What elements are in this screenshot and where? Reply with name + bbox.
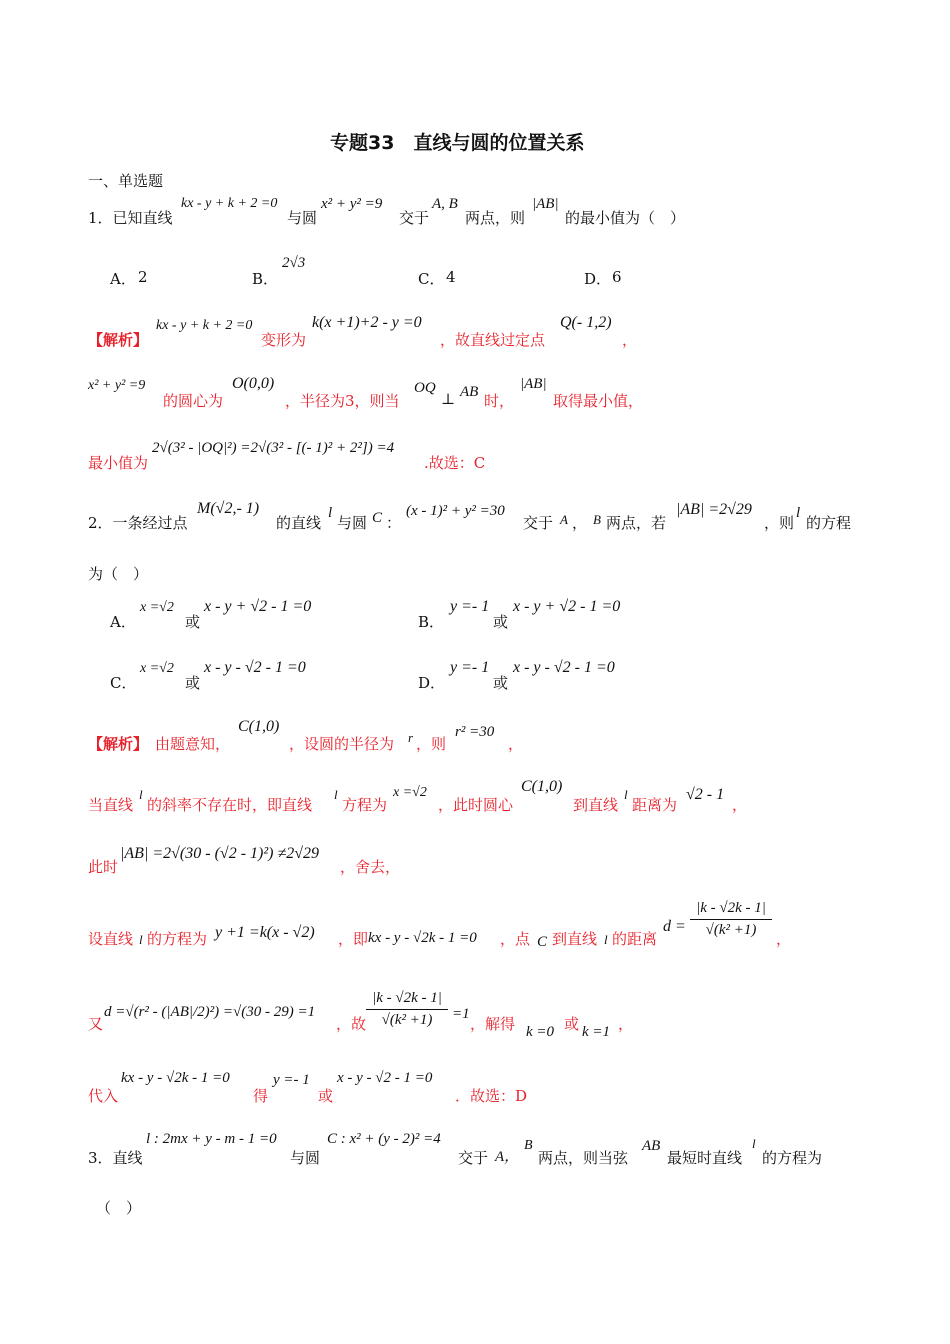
q3-text: 最短时直线 <box>667 1149 743 1167</box>
q1-option-c-label: C． <box>418 270 445 288</box>
q1-sol-min-eq: 2√(3² - |OQ|²) =2√(3² - [(- 1)² + 2²]) =4 <box>152 440 395 456</box>
q2-sol-ab-eq: |AB| =2√(30 - (√2 - 1)²) ≠2√29 <box>120 845 320 862</box>
q3-circle-equation: C : x² + (y - 2)² =4 <box>327 1131 441 1147</box>
q2-sol-d: d = <box>663 918 686 935</box>
q2-sol-text: ， <box>618 1015 634 1033</box>
q2-sol-l: l <box>139 932 143 947</box>
q2-sol-text: 的方程为 <box>147 930 208 948</box>
q2-sol-text: ．故选：D <box>455 1087 528 1105</box>
q2-sol-eq: x =√2 <box>393 785 427 800</box>
q1-sol-text: 的圆心为 <box>163 392 224 410</box>
q1-option-d-label: D． <box>584 270 612 288</box>
q2-sol-text: 由题意知， <box>155 735 231 753</box>
q2-sol-k0: k =0 <box>526 1024 555 1040</box>
q1-sol-eq: kx - y + k + 2 =0 <box>156 318 253 333</box>
q1-sol-ab: AB <box>460 384 479 400</box>
q1-sol-origin: O(0,0) <box>232 375 275 392</box>
q1-circle-equation: x² + y² =9 <box>321 196 383 212</box>
q1-option-a-value: 2 <box>138 268 148 286</box>
solution-tag: 【解析】 <box>88 331 149 349</box>
q1-sol-eq: k(x +1)+2 - y =0 <box>312 314 422 331</box>
q2-sol-text: 到直线 <box>552 930 598 948</box>
q1-option-b-label: B． <box>252 270 279 288</box>
q1-ab: |AB| <box>532 196 559 212</box>
q2-sol-l: l <box>624 787 628 802</box>
q2-option-c-v1: x =√2 <box>140 661 174 676</box>
q3-a: A， <box>495 1149 520 1165</box>
q2-text: 为（ ） <box>88 565 149 583</box>
q2-sol-r: r <box>408 730 414 745</box>
q1-sol-text: 时， <box>484 392 515 410</box>
q2-l: l <box>328 505 333 521</box>
q2-option-d-or: 或 <box>493 674 509 692</box>
q2-option-c-label: C． <box>110 674 137 692</box>
section-heading: 一、单选题 <box>88 172 164 190</box>
q2-option-d-label: D． <box>418 674 446 692</box>
q2-sol-fraction <box>690 900 772 939</box>
fraction-denominator: √(k² +1) <box>381 1012 433 1028</box>
q3-l: l <box>752 1136 756 1151</box>
q2-sol-text: 又 <box>88 1015 104 1033</box>
q2-sol-text: ，舍去， <box>340 858 401 876</box>
q2-sol-text: 到直线 <box>573 796 619 814</box>
q2-option-c-v2: x - y - √2 - 1 =0 <box>204 659 306 676</box>
q1-sol-point: Q(- 1,2) <box>560 314 612 331</box>
q2-point: M(√2,- 1) <box>197 500 260 517</box>
q2-a: A <box>560 512 568 527</box>
q2-sol-text: 得 <box>253 1087 269 1105</box>
q2-option-b-v2: x - y + √2 - 1 =0 <box>513 598 621 615</box>
q2-sol-text: ，即 <box>338 930 369 948</box>
q3-number: 3．直线 <box>88 1149 143 1167</box>
q2-text: 与圆 <box>337 514 368 532</box>
q1-option-b-value: 2√3 <box>282 255 306 271</box>
q2-sol-text: ， <box>732 796 748 814</box>
page-title: 专题33 直线与圆的位置关系 <box>330 132 585 154</box>
q3-b: B <box>524 1138 533 1153</box>
q2-sol-text: ，解得 <box>470 1015 516 1033</box>
q1-option-c-value: 4 <box>446 268 456 286</box>
q1-option-d-value: 6 <box>612 268 622 286</box>
q2-sol-line-eq2: kx - y - √2k - 1 =0 <box>368 930 477 946</box>
q2-sol-text: 代入 <box>88 1087 119 1105</box>
q1-points: A, B <box>432 196 458 212</box>
q3-text: 与圆 <box>290 1149 321 1167</box>
q2-text: 的方程 <box>806 514 852 532</box>
q2-sol-text: ，则 <box>416 735 447 753</box>
q2-option-a-v2: x - y + √2 - 1 =0 <box>204 598 312 615</box>
q2-sol-line-eq2: x - y - √2 - 1 =0 <box>337 1070 433 1086</box>
q2-sol-l: l <box>139 787 143 802</box>
q2-text: ，则 <box>764 514 795 532</box>
q2-sol-y: y =- 1 <box>273 1072 310 1088</box>
q1-text: 两点，则 <box>465 209 526 227</box>
q1-option-a-label: A． <box>110 270 136 288</box>
q2-option-a-label: A． <box>110 613 136 631</box>
q1-sol-text: 变形为 <box>261 331 307 349</box>
q2-sol-or: 或 <box>564 1015 580 1033</box>
q1-sol-abs: |AB| <box>520 376 547 392</box>
q2-circle-equation: (x - 1)² + y² =30 <box>406 503 505 519</box>
q3-text: 两点，则当弦 <box>538 1149 629 1167</box>
q1-sol-oq: OQ <box>414 380 436 396</box>
q2-number: 2．一条经过点 <box>88 514 188 532</box>
q1-text: 交于 <box>399 209 430 227</box>
q1-sol-text: ，半径为3，则当 <box>285 392 400 410</box>
q2-option-a-or: 或 <box>185 613 201 631</box>
q2-text: ， <box>572 514 588 532</box>
q2-option-c-or: 或 <box>185 674 201 692</box>
q1-sol-text: 取得最小值， <box>553 392 644 410</box>
q1-sol-text: .故选：C <box>424 454 486 472</box>
q2-sol-text: 的斜率不存在时，即直线 <box>147 796 313 814</box>
q2-ab-equation: |AB| =2√29 <box>676 501 752 518</box>
q1-sol-eq: x² + y² =9 <box>88 378 146 393</box>
q2-sol-text: ， <box>776 930 792 948</box>
q2-sol-text: 设直线 <box>88 930 134 948</box>
q1-text: 的最小值为（ ） <box>565 209 686 227</box>
solution-tag: 【解析】 <box>88 735 149 753</box>
q2-sol-k1: k =1 <box>582 1024 611 1040</box>
q2-sol-line-eq: kx - y - √2k - 1 =0 <box>121 1070 230 1086</box>
fraction-denominator: √(k² +1) <box>705 922 757 938</box>
q2-sol-text: ，故 <box>336 1015 367 1033</box>
q2-sol-text: ，点 <box>500 930 531 948</box>
q2-option-b-label: B． <box>418 613 445 631</box>
q2-text: 交于 <box>523 514 554 532</box>
q1-line-equation: kx - y + k + 2 =0 <box>181 196 278 211</box>
fraction-numerator: |k - √2k - 1| <box>690 900 772 920</box>
q2-sol-l: l <box>604 932 608 947</box>
q3-line-equation: l : 2mx + y - m - 1 =0 <box>146 1131 277 1147</box>
q2-sol-or: 或 <box>318 1087 334 1105</box>
q1-sol-text: ， <box>622 331 638 349</box>
q1-number: 1．已知直线 <box>88 209 173 227</box>
q2-sol-dist: √2 - 1 <box>686 786 725 803</box>
q2-sol-text: 距离为 <box>632 796 678 814</box>
q2-option-b-or: 或 <box>493 613 509 631</box>
q2-sol-text: 当直线 <box>88 796 134 814</box>
q2-option-a-v1: x =√2 <box>140 600 174 615</box>
q2-sol-text: ， <box>508 735 524 753</box>
q2-sol-c: C <box>537 934 548 950</box>
q2-sol-text: ，设圆的半径为 <box>289 735 395 753</box>
q2-sol-fraction <box>366 990 448 1029</box>
q1-sol-text: 最小值为 <box>88 454 149 472</box>
q1-text: 与圆 <box>287 209 318 227</box>
q2-sol-l: l <box>334 787 338 802</box>
q2-sol-center: C(1,0) <box>521 778 563 795</box>
q3-text: 的方程为 <box>762 1149 823 1167</box>
q2-l: l <box>796 505 801 521</box>
q2-text: 两点，若 <box>606 514 667 532</box>
q2-option-b-v1: y =- 1 <box>450 598 490 615</box>
q2-text: 的直线 <box>276 514 322 532</box>
fraction-numerator: |k - √2k - 1| <box>366 990 448 1010</box>
perp-symbol: ⊥ <box>441 390 456 408</box>
q2-sol-text: 方程为 <box>342 796 388 814</box>
q2-sol-center: C(1,0) <box>238 718 280 735</box>
q2-option-d-v2: x - y - √2 - 1 =0 <box>513 659 615 676</box>
q1-sol-text: ，故直线过定点 <box>440 331 546 349</box>
q3-text: （ ） <box>96 1199 142 1217</box>
q2-b: B <box>593 512 601 527</box>
q2-option-d-v1: y =- 1 <box>450 659 490 676</box>
q2-sol-text: ，此时圆心 <box>438 796 514 814</box>
q2-sol-text: 此时 <box>88 858 119 876</box>
q2-text: ： <box>386 514 402 532</box>
q2-sol-text: 的距离 <box>612 930 658 948</box>
q3-text: 交于 <box>458 1149 489 1167</box>
q2-sol-eq1: =1 <box>452 1006 470 1022</box>
q2-c: C <box>372 510 383 526</box>
q2-sol-r2: r² =30 <box>455 724 495 740</box>
q2-sol-d-eq: d =√(r² - (|AB|/2)²) =√(30 - 29) =1 <box>104 1004 316 1020</box>
q2-sol-line-eq: y +1 =k(x - √2) <box>215 924 315 941</box>
q3-ab: AB <box>642 1138 661 1154</box>
